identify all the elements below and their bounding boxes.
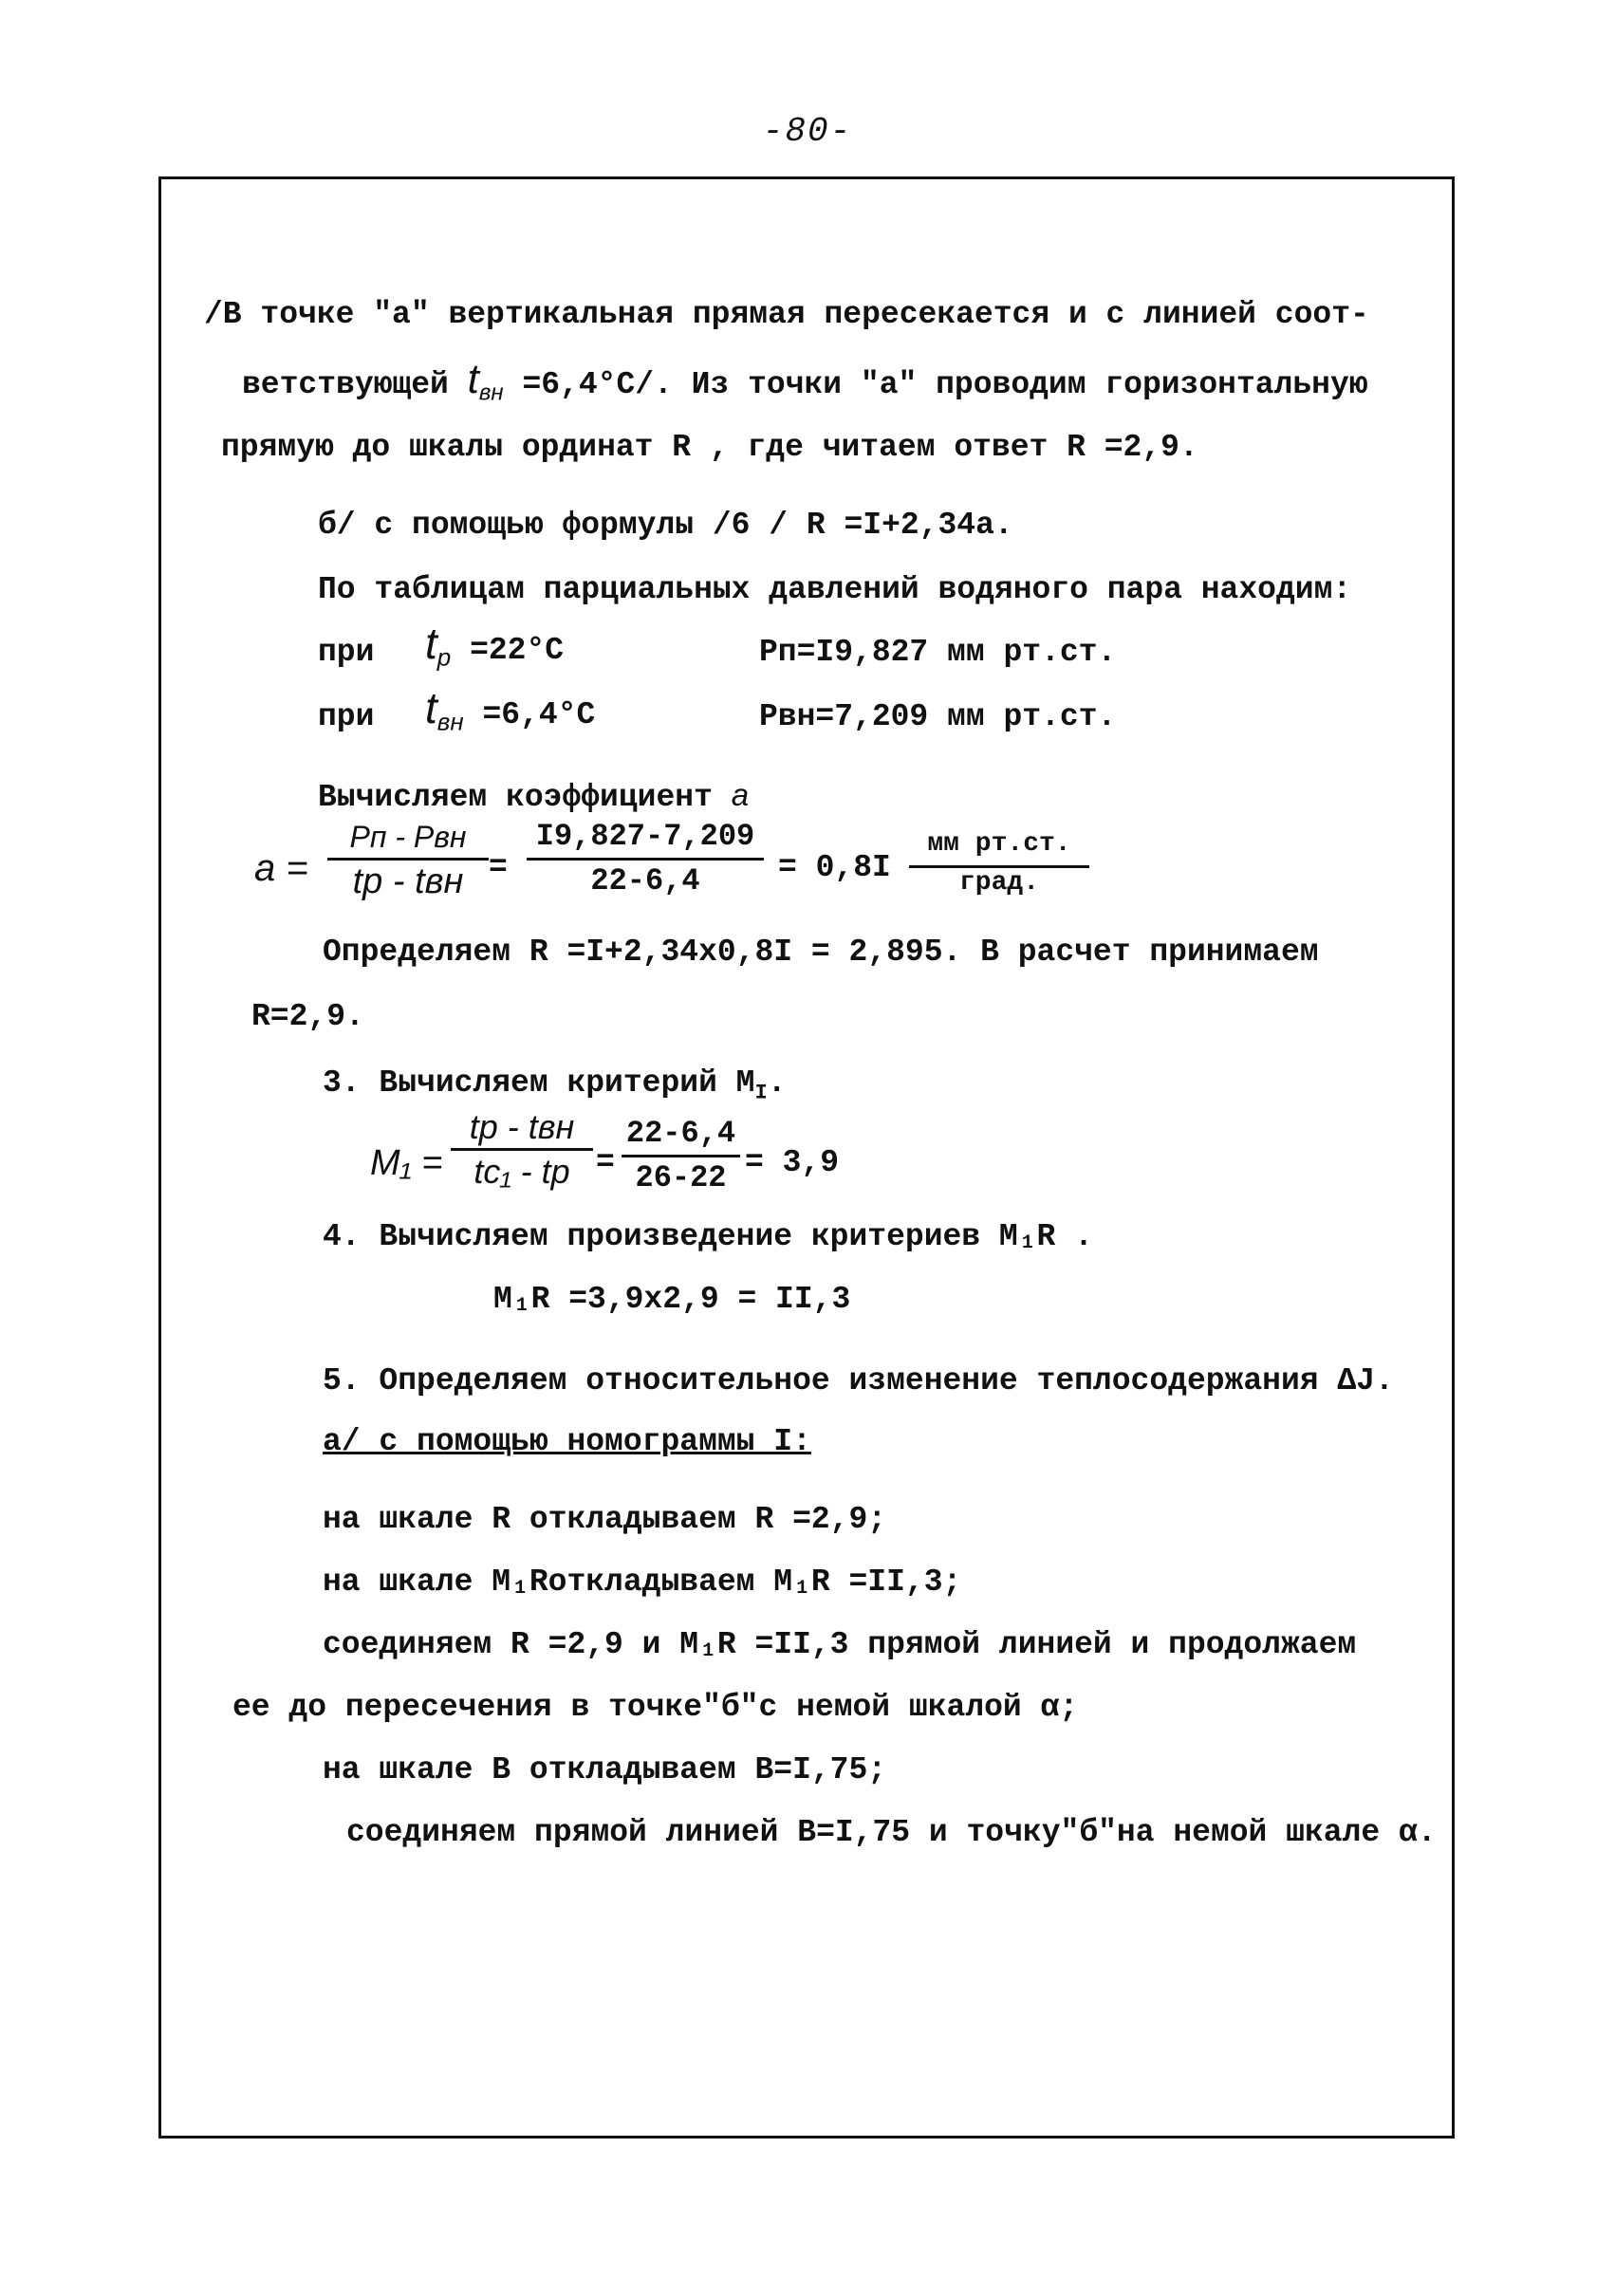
tables-line: По таблицам парциальных давлений водяного пара находим: [318, 572, 1352, 607]
para1-line1: /В точке "а" вертикальная прямая пересекается и с линией соот- [204, 297, 1369, 332]
formula-a-result: = 0,8I [778, 850, 891, 885]
t-subscript: вн [478, 380, 504, 406]
row2-pressure: Рвн=7,209 мм рт.ст. [759, 699, 1117, 734]
instruction-1: на шкале R откладываем R =2,9; [323, 1502, 887, 1537]
step4-formula: М₁R =3,9х2,9 = II,3 [493, 1282, 851, 1317]
para1-line2-end: =6,4°С/. Из точки "а" проводим горизонтальную [522, 367, 1368, 402]
step5: 5. Определяем относительное изменение теплосодержания ΔJ. [323, 1363, 1394, 1398]
formula-m-fraction1: tр - tвн tс₁ - tр [451, 1108, 593, 1191]
step5-a: а/ с помощью номограммы I: [323, 1424, 811, 1459]
para1-line3: прямую до шкалы ординат R , где читаем ответ R =2,9. [221, 430, 1198, 465]
row1-value: =22°С [470, 633, 565, 668]
formula-m-result: = 3,9 [745, 1145, 840, 1180]
para1-line2 [242, 356, 1368, 413]
instruction-3: соединяем R =2,9 и М₁R =II,3 прямой линией и продолжаем [323, 1627, 1357, 1662]
formula-m-lhs: М₁ = [370, 1143, 443, 1183]
formula-a-fraction1: Pп - Pвн tр - tвн [327, 818, 489, 900]
determine-line: Определяем R =I+2,34х0,8I = 2,895. В расчет принимаем [323, 935, 1319, 970]
coef-symbol: а [731, 777, 750, 812]
step4: 4. Вычисляем произведение критериев М₁R . [323, 1219, 1093, 1254]
instruction-5: на шкале В откладываем В=I,75; [323, 1752, 887, 1787]
row1-pressure: Рп=I9,827 мм рт.ст. [759, 635, 1117, 670]
para1-line2-start: ветствующей [242, 367, 449, 402]
formula-m-fraction2: 22-6,4 26-22 [622, 1115, 740, 1197]
row2-t: $t_{вн} =6,4^\circ С$ [425, 683, 596, 736]
formula-m-eq1: = [596, 1145, 615, 1180]
row1-t: $t_р =22^\circ С$ [425, 619, 565, 672]
page-number: -80- [762, 112, 853, 151]
formula-a-eq1: = [489, 850, 508, 885]
instruction-6: соединяем прямой линией В=I,75 и точку"б"на немой шкале α. [346, 1815, 1437, 1850]
row2-pri: при [318, 699, 375, 734]
formula-a-lhs: а = [254, 847, 308, 889]
instruction-4: ее до пересечения в точке"б"с немой шкалой α; [232, 1690, 1079, 1725]
formula-a-fraction2: I9,827-7,209 22-6,4 [527, 818, 764, 900]
step3: 3. Вычисляем критерий $М_I$. [323, 1065, 787, 1105]
item-b-formula-ref: б/ с помощью формулы /6 / R =I+2,34а. [318, 508, 1013, 543]
r-accept: R=2,9. [251, 999, 364, 1034]
row2-value: =6,4°С [482, 697, 596, 732]
instruction-2: на шкале М₁Rоткладываем М₁R =II,3; [323, 1565, 962, 1600]
coef-line: Вычисляем коэффициент а [318, 777, 750, 815]
t-symbol: t [467, 356, 479, 402]
formula-a-unit: мм рт.ст. град. [909, 825, 1089, 897]
row1-pri: при [318, 635, 375, 670]
